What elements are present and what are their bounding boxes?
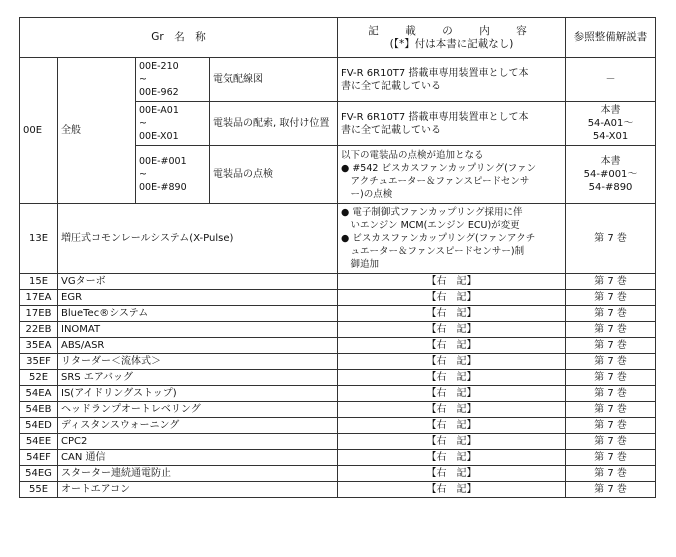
row-ref: 第 7 巻 bbox=[566, 322, 656, 338]
sub-range bbox=[136, 146, 210, 204]
row-code: 35EA bbox=[20, 338, 58, 354]
row-name: オートエアコン bbox=[58, 482, 338, 498]
sub-ref bbox=[566, 146, 656, 204]
content-line: 御追加 bbox=[341, 259, 380, 270]
header-content bbox=[338, 18, 566, 58]
sub-ref bbox=[566, 102, 656, 146]
table-row bbox=[20, 354, 656, 370]
header-content-title: 記 載 の 内 容 bbox=[368, 24, 535, 37]
row-name: INOMAT bbox=[58, 322, 338, 338]
group-name: 全般 bbox=[58, 58, 136, 204]
range-sep: ~ bbox=[139, 169, 147, 180]
group-ref: 第 7 巻 bbox=[566, 204, 656, 274]
content-line: ● ビスカスファンカップリング(ファンアクチ bbox=[341, 233, 536, 244]
table-row bbox=[20, 434, 656, 450]
range-sep: ~ bbox=[139, 74, 147, 85]
group-13e-row bbox=[20, 204, 656, 274]
group-content bbox=[338, 204, 566, 274]
range-start: 00E-#001 bbox=[139, 156, 187, 167]
sub-content bbox=[338, 58, 566, 102]
row-name: スターター連続通電防止 bbox=[58, 466, 338, 482]
row-name: リターダー＜流体式＞ bbox=[58, 354, 338, 370]
group-00e-sub-1 bbox=[20, 58, 656, 102]
sub-title: 電装品の点検 bbox=[210, 146, 338, 204]
row-name: CAN 通信 bbox=[58, 450, 338, 466]
sub-range bbox=[136, 102, 210, 146]
table-row bbox=[20, 450, 656, 466]
content-line: ュエーター＆ファンスピードセンサー)制 bbox=[341, 246, 525, 257]
row-name: ABS/ASR bbox=[58, 338, 338, 354]
row-code: 35EF bbox=[20, 354, 58, 370]
content-line: FV-R 6R10T7 搭載車専用装置車として本 bbox=[341, 111, 529, 123]
row-content: 【右 記】 bbox=[338, 306, 566, 322]
row-code: 54EE bbox=[20, 434, 58, 450]
row-ref: 第 7 巻 bbox=[566, 354, 656, 370]
row-name: ディスタンスウォーニング bbox=[58, 418, 338, 434]
content-line: ● #542 ビスカスファンカップリング(ファン bbox=[341, 162, 537, 174]
range-end: 00E-X01 bbox=[139, 131, 179, 142]
row-name: IS(アイドリングストップ) bbox=[58, 386, 338, 402]
content-line: アクチュエーター＆ファンスピードセンサ bbox=[341, 175, 530, 187]
row-content: 【右 記】 bbox=[338, 386, 566, 402]
range-start: 00E-210 bbox=[139, 61, 179, 72]
sub-content bbox=[338, 146, 566, 204]
row-content: 【右 記】 bbox=[338, 402, 566, 418]
row-content: 【右 記】 bbox=[338, 482, 566, 498]
ref-line: 54-X01 bbox=[592, 131, 629, 142]
row-code: 54ED bbox=[20, 418, 58, 434]
content-line: いエンジン MCM(エンジン ECU)が変更 bbox=[341, 220, 520, 231]
group-code: 00E bbox=[20, 58, 58, 204]
row-ref: 第 7 巻 bbox=[566, 338, 656, 354]
row-content: 【右 記】 bbox=[338, 450, 566, 466]
header-gr-name: Gr 名 称 bbox=[20, 18, 338, 58]
row-ref: 第 7 巻 bbox=[566, 386, 656, 402]
row-ref: 第 7 巻 bbox=[566, 290, 656, 306]
row-name: EGR bbox=[58, 290, 338, 306]
header-content-note: (【*】付は本書に記載なし) bbox=[389, 37, 514, 50]
row-ref: 第 7 巻 bbox=[566, 434, 656, 450]
ref-line: 54-A01～ bbox=[587, 118, 634, 129]
row-ref: 第 7 巻 bbox=[566, 370, 656, 386]
table-row bbox=[20, 418, 656, 434]
row-code: 55E bbox=[20, 482, 58, 498]
row-code: 22EB bbox=[20, 322, 58, 338]
table-row bbox=[20, 466, 656, 482]
row-code: 15E bbox=[20, 274, 58, 290]
range-sep: ~ bbox=[139, 118, 147, 129]
row-code: 54EF bbox=[20, 450, 58, 466]
header-row bbox=[20, 18, 656, 58]
row-name: BlueTec®システム bbox=[58, 306, 338, 322]
table-row bbox=[20, 306, 656, 322]
reference-table bbox=[19, 17, 656, 498]
row-name: SRS エアバッグ bbox=[58, 370, 338, 386]
row-name: VGターボ bbox=[58, 274, 338, 290]
content-line: 書に全て記載している bbox=[341, 80, 442, 92]
content-line: FV-R 6R10T7 搭載車専用装置車として本 bbox=[341, 67, 529, 79]
row-ref: 第 7 巻 bbox=[566, 466, 656, 482]
group-code: 13E bbox=[20, 204, 58, 274]
range-start: 00E-A01 bbox=[139, 105, 179, 116]
row-code: 54EB bbox=[20, 402, 58, 418]
range-end: 00E-#890 bbox=[139, 182, 187, 193]
row-code: 52E bbox=[20, 370, 58, 386]
row-code: 54EG bbox=[20, 466, 58, 482]
row-name: ヘッドランプオートレベリング bbox=[58, 402, 338, 418]
row-content: 【右 記】 bbox=[338, 322, 566, 338]
row-ref: 第 7 巻 bbox=[566, 418, 656, 434]
content-line: ● 電子制御式ファンカップリング採用に伴 bbox=[341, 207, 523, 218]
table-row bbox=[20, 322, 656, 338]
row-content: 【右 記】 bbox=[338, 370, 566, 386]
row-content: 【右 記】 bbox=[338, 290, 566, 306]
row-content: 【右 記】 bbox=[338, 338, 566, 354]
ref-line: 本書 bbox=[600, 156, 621, 167]
table-row bbox=[20, 338, 656, 354]
row-code: 17EA bbox=[20, 290, 58, 306]
row-code: 17EB bbox=[20, 306, 58, 322]
content-line: 書に全て記載している bbox=[341, 124, 442, 136]
table-row bbox=[20, 482, 656, 498]
sub-ref: － bbox=[566, 58, 656, 102]
row-name: CPC2 bbox=[58, 434, 338, 450]
row-content: 【右 記】 bbox=[338, 418, 566, 434]
group-name: 増圧式コモンレールシステム(X-Pulse) bbox=[58, 204, 338, 274]
table-row bbox=[20, 386, 656, 402]
row-ref: 第 7 巻 bbox=[566, 450, 656, 466]
range-end: 00E-962 bbox=[139, 87, 179, 98]
table-row bbox=[20, 274, 656, 290]
sub-content bbox=[338, 102, 566, 146]
content-line: ー)の点検 bbox=[341, 188, 393, 200]
ref-line: 54-#890 bbox=[588, 182, 633, 193]
content-line: 以下の電装品の点検が追加となる bbox=[341, 149, 484, 161]
row-ref: 第 7 巻 bbox=[566, 402, 656, 418]
row-ref: 第 7 巻 bbox=[566, 482, 656, 498]
row-content: 【右 記】 bbox=[338, 274, 566, 290]
ref-line: 本書 bbox=[600, 105, 621, 116]
table-row bbox=[20, 402, 656, 418]
sub-range bbox=[136, 58, 210, 102]
row-content: 【右 記】 bbox=[338, 354, 566, 370]
row-ref: 第 7 巻 bbox=[566, 306, 656, 322]
row-code: 54EA bbox=[20, 386, 58, 402]
sub-title: 電気配線図 bbox=[210, 58, 338, 102]
table-row bbox=[20, 290, 656, 306]
sub-title: 電装品の配索, 取付け位置 bbox=[210, 102, 338, 146]
ref-line: 54-#001～ bbox=[583, 169, 638, 180]
row-content: 【右 記】 bbox=[338, 434, 566, 450]
row-content: 【右 記】 bbox=[338, 466, 566, 482]
header-reference: 参照整備解説書 bbox=[566, 18, 656, 58]
table-row bbox=[20, 370, 656, 386]
row-ref: 第 7 巻 bbox=[566, 274, 656, 290]
